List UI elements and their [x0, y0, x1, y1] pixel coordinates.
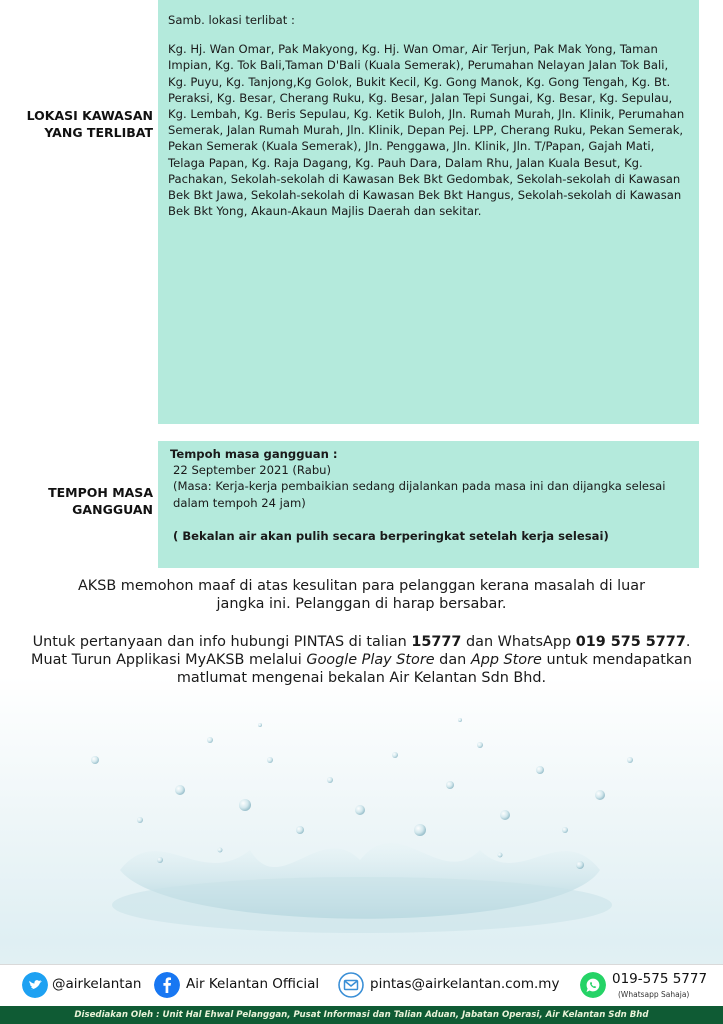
lokasi-body: Kg. Hj. Wan Omar, Pak Makyong, Kg. Hj. Wan Omar, Air Terjun, Pak Mak Yong, Taman Impian, Kg. Tok Bali,Taman D'Bali (Kuala Semerak), Perumahan Nelayan Jalan Tok Bali, Kg. Puyu, Kg. Tanjong,Kg Golok, Bukit Kecil, Kg. Gong Manok, Kg. Gong Tengah, Kg. Bt. Peraksi, Kg. Besar, Cherang Ruku, Kg. Besar, Jalan Tepi Sungai, Kg. Besar, Kg. Sepulau, Kg. Lembah, Kg. Beris Sepulau, Kg. Ketik Buloh, Jln. Rumah Murah, Jln. Klinik, Perumahan Semerak, Jalan Rumah Murah, Jln. Klinik, Depan Pej. LPP, Cherang Ruku, Pekan Semerak, Pekan Semerak (Kuala Semerak), Jln. Penggawa, Jln. Klinik, Jln. T/Papan, Gajah Mati, Telaga Papan, Kg. Raja Dagang, Kg. Pauh Dara, Dalam Rhu, Jalan Kuala Besut, Kg. Pachakan, Sekolah-sekolah di Kawasan Bek Bkt Gedombak, Sekolah-sekolah di Kawasan Bek Bkt Jawa, Sekolah-sekolah di Kawasan Bek Bkt Hangus, Sekolah-sekolah di Kawasan Bek Bkt Yong, Akaun-Akaun Majlis Daerah dan sekitar. — [168, 42, 685, 219]
prepared-by-bar — [0, 1006, 723, 1024]
tempoh-label — [0, 484, 153, 518]
apology-text — [0, 577, 723, 613]
contact-text — [0, 633, 723, 687]
email-address[interactable]: pintas@airkelantan.com.my — [370, 976, 560, 992]
prepared-by-text: Disediakan Oleh : Unit Hal Ehwal Pelanggan, Pusat Informasi dan Talian Aduan, Jabatan Operasi, Air Kelantan Sdn Bhd — [74, 1010, 649, 1020]
hotline-number: 15777 — [411, 634, 462, 650]
contact-part3: . Muat Turun Applikasi MyAKSB melalui — [31, 634, 691, 668]
tempoh-box — [158, 441, 699, 568]
facebook-icon[interactable] — [154, 972, 180, 998]
app-store: App Store — [470, 652, 542, 668]
contact-part4: dan — [434, 652, 471, 668]
twitter-handle[interactable]: @airkelantan — [52, 976, 142, 992]
tempoh-label-line1: TEMPOH MASA — [48, 485, 153, 500]
whatsapp-number: 019 575 5777 — [575, 634, 686, 650]
footer-contact-bar — [0, 964, 723, 1007]
contact-part2: dan WhatsApp — [461, 634, 572, 650]
lokasi-label-line2: YANG TERLIBAT — [44, 125, 153, 140]
facebook-page[interactable]: Air Kelantan Official — [186, 976, 320, 992]
apology-line1: AKSB memohon maaf di atas kesulitan para pelanggan kerana masalah di luar — [77, 578, 646, 594]
twitter-icon[interactable] — [22, 972, 48, 998]
contact-part5: untuk mendapatkan matlumat mengenai bekalan Air Kelantan Sdn Bhd. — [176, 652, 692, 686]
tempoh-restore: ( Bekalan air akan pulih secara berperingkat setelah kerja selesai) — [173, 528, 609, 543]
water-splash-image — [0, 700, 723, 960]
whatsapp-phone[interactable]: 019-575 5777 — [612, 971, 708, 987]
lokasi-label-line1: LOKASI KAWASAN — [26, 108, 153, 123]
lokasi-box — [158, 0, 699, 424]
whatsapp-note: (Whatsapp Sahaja) — [618, 990, 690, 999]
tempoh-date: 22 September 2021 (Rabu) — [173, 463, 332, 478]
google-play-store: Google Play Store — [306, 652, 435, 668]
tempoh-heading: Tempoh masa gangguan : — [170, 447, 338, 461]
tempoh-note: (Masa: Kerja-kerja pembaikian sedang dijalankan pada masa ini dan dijangka selesai dalam tempoh 24 jam) — [173, 479, 666, 510]
apology-line2: jangka ini. Pelanggan di harap bersabar. — [216, 596, 507, 612]
lokasi-intro: Samb. lokasi terlibat : — [168, 13, 295, 27]
whatsapp-icon[interactable] — [580, 972, 606, 998]
email-icon[interactable] — [338, 972, 364, 998]
tempoh-label-line2: GANGGUAN — [72, 502, 153, 517]
lokasi-label — [0, 107, 153, 141]
contact-part1: Untuk pertanyaan dan info hubungi PINTAS di talian — [32, 634, 412, 650]
